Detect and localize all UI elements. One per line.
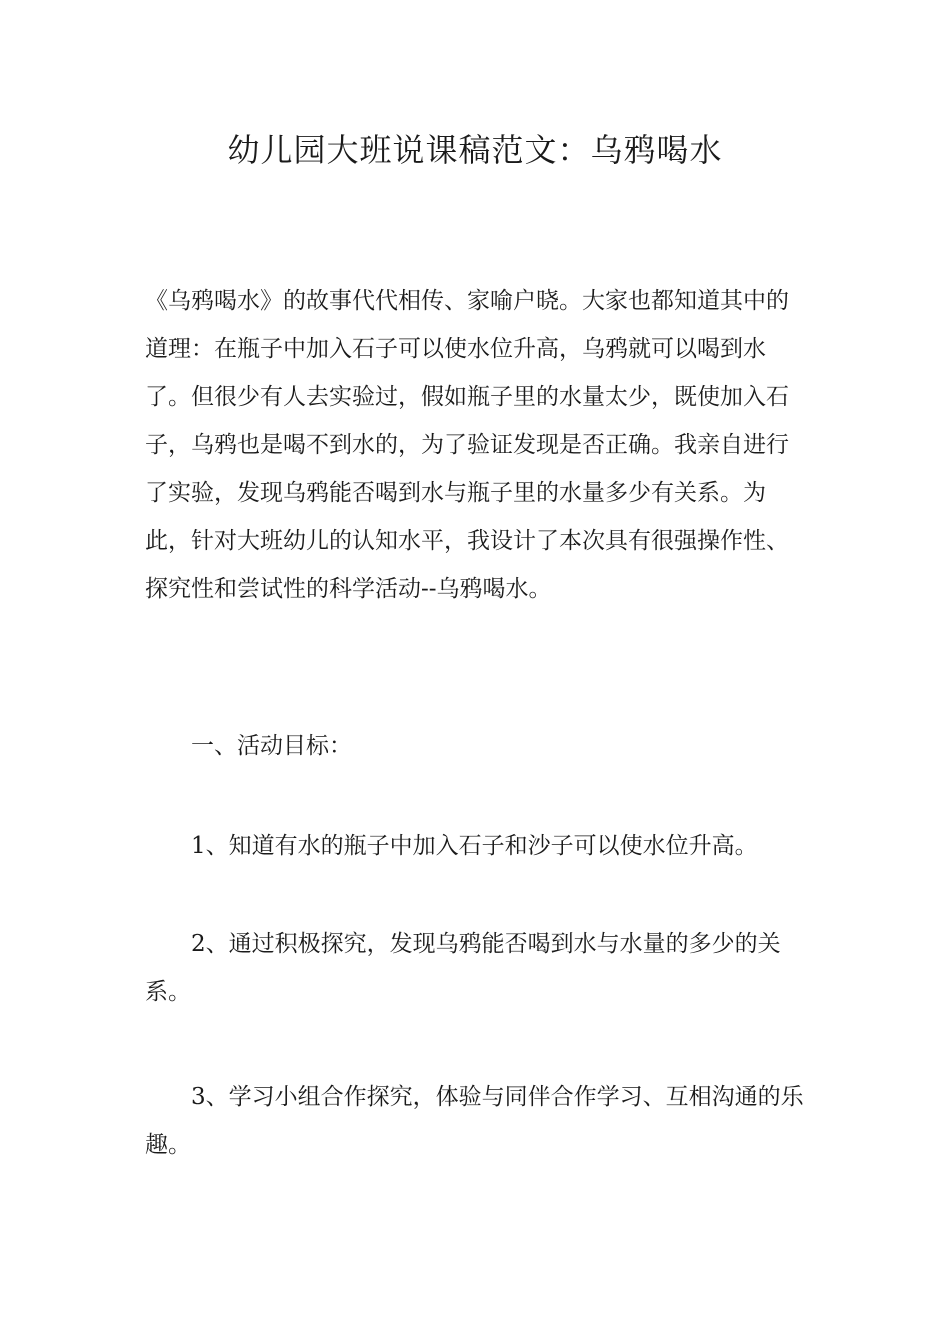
goal-item-2: 2、通过积极探究，发现乌鸦能否喝到水与水量的多少的关系。 [145, 931, 781, 1005]
section-heading-goals: 一、活动目标： [191, 733, 352, 759]
goal-item-1: 1、知道有水的瓶子中加入石子和沙子可以使水位升高。 [191, 833, 758, 859]
goal-item-3: 3、学习小组合作探究，体验与同伴合作学习、互相沟通的乐趣。 [145, 1084, 804, 1158]
document-title: 幼儿园大班说课稿范文：乌鸦喝水 [227, 131, 723, 169]
intro-paragraph: 《乌鸦喝水》的故事代代相传、家喻户晓。大家也都知道其中的道理：在瓶子中加入石子可以使水位升高，乌鸦就可以喝到水了。但很少有人去实验过，假如瓶子里的水量太少，既使加入石子，乌鸦也是喝不到水的，为了验证发现是否正确。我亲自进行了实验，发现乌鸦能否喝到水与瓶子里的水量多少有关系。为此，针对大班幼儿的认知水平，我设计了本次具有很强操作性、探究性和尝试性的科学活动--乌鸦喝水。 [145, 288, 789, 602]
